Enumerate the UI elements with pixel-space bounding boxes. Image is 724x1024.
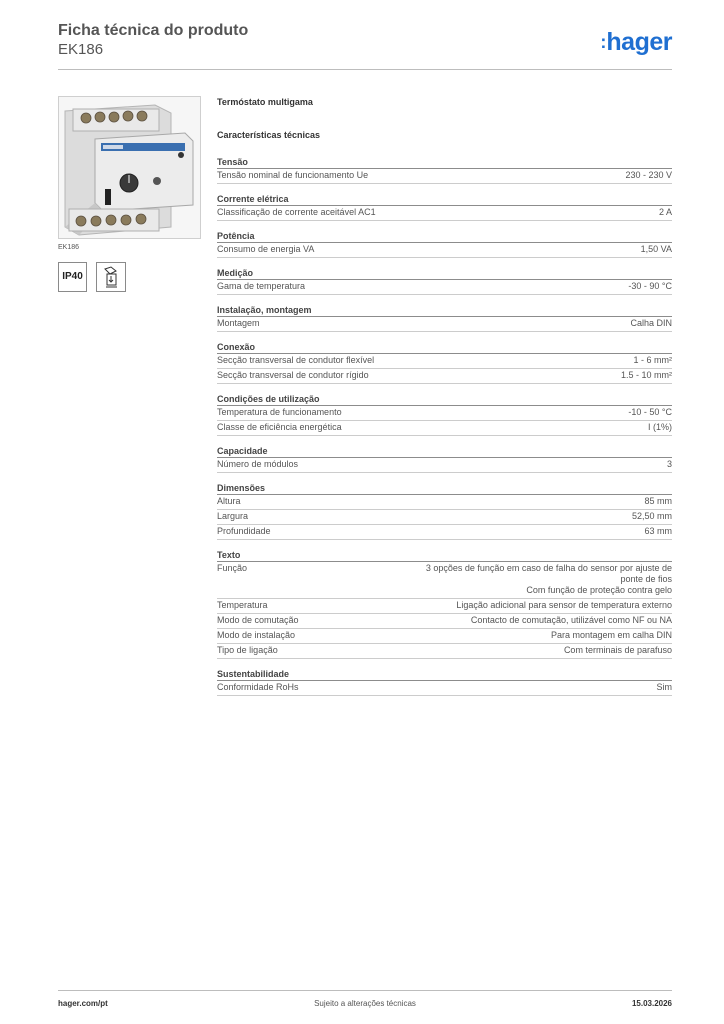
spec-group — [217, 156, 672, 184]
spec-group — [217, 549, 672, 659]
spec-group-title: Instalação, montagem — [217, 304, 672, 317]
spec-label: Modo de comutação — [217, 615, 299, 625]
spec-value: Contacto de comutação, utilizável como NF ou NA — [470, 615, 672, 625]
spec-label: Número de módulos — [217, 459, 299, 469]
spec-label: Classificação de corrente aceitável AC1 — [217, 207, 376, 217]
spec-value: 1.5 - 10 mm² — [620, 370, 672, 380]
spec-row — [217, 406, 672, 421]
spec-label: Gama de temperatura — [217, 281, 306, 291]
product-image — [58, 96, 201, 239]
spec-row — [217, 369, 672, 384]
spec-row — [217, 243, 672, 258]
footer-note: Sujeito a alterações técnicas — [314, 999, 416, 1008]
spec-label: Tipo de ligação — [217, 645, 278, 655]
spec-group — [217, 668, 672, 696]
spec-value: Ligação adicional para sensor de temperatura externo — [456, 600, 672, 610]
logo-text: hager — [606, 28, 672, 56]
spec-value: 52,50 mm — [631, 511, 672, 521]
spec-row — [217, 169, 672, 184]
spec-group-title: Tensão — [217, 156, 672, 169]
logo-dots-icon: : — [600, 32, 606, 52]
spec-heading: Características técnicas — [217, 130, 321, 140]
spec-group — [217, 304, 672, 332]
spec-row — [217, 525, 672, 540]
product-name: Termóstato multigama — [217, 97, 313, 107]
spec-row — [217, 681, 672, 696]
spec-label: Temperatura — [217, 600, 268, 610]
page-footer — [58, 990, 672, 1020]
spec-row — [217, 614, 672, 629]
technical-specifications — [217, 96, 672, 705]
spec-row — [217, 562, 672, 599]
spec-group — [217, 193, 672, 221]
spec-group-title: Sustentabilidade — [217, 668, 672, 681]
spec-value: Sim — [656, 682, 672, 692]
spec-label: Montagem — [217, 318, 260, 328]
spec-group — [217, 341, 672, 384]
spec-group-title: Conexão — [217, 341, 672, 354]
installation-symbol-icon — [96, 262, 126, 292]
spec-value: Para montagem em calha DIN — [550, 630, 672, 640]
footer-website-link[interactable]: hager.com/pt — [58, 999, 108, 1008]
spec-group-title: Capacidade — [217, 445, 672, 458]
spec-label: Secção transversal de condutor rígido — [217, 370, 369, 380]
spec-group — [217, 445, 672, 473]
spec-value: 230 - 230 V — [625, 170, 672, 180]
spec-value: 1 - 6 mm² — [633, 355, 672, 365]
spec-row — [217, 629, 672, 644]
spec-value: -30 - 90 °C — [628, 281, 672, 291]
spec-group-title: Potência — [217, 230, 672, 243]
spec-groups — [217, 156, 672, 696]
spec-label: Secção transversal de condutor flexível — [217, 355, 375, 365]
spec-label: Temperatura de funcionamento — [217, 407, 342, 417]
spec-row — [217, 644, 672, 659]
spec-value: Com terminais de parafuso — [563, 645, 672, 655]
spec-label: Largura — [217, 511, 249, 521]
spec-group-title: Medição — [217, 267, 672, 280]
spec-value: -10 - 50 °C — [628, 407, 672, 417]
spec-group-title: Condições de utilização — [217, 393, 672, 406]
spec-label: Classe de eficiência energética — [217, 422, 342, 432]
spec-row — [217, 510, 672, 525]
footer-date: 15.03.2026 — [631, 999, 672, 1008]
spec-row — [217, 280, 672, 295]
spec-row — [217, 495, 672, 510]
spec-row — [217, 599, 672, 614]
page-header — [58, 20, 672, 70]
spec-label: Consumo de energia VA — [217, 244, 315, 254]
spec-label: Altura — [217, 496, 241, 506]
spec-row — [217, 458, 672, 473]
spec-row — [217, 421, 672, 436]
spec-label: Profundidade — [217, 526, 271, 536]
spec-label: Conformidade RoHs — [217, 682, 299, 692]
spec-value: 2 A — [658, 207, 672, 217]
ip-rating-badge: IP40 — [58, 262, 87, 292]
document-title: Ficha técnica do produto — [58, 22, 249, 39]
spec-group — [217, 393, 672, 436]
spec-group-title: Corrente elétrica — [217, 193, 672, 206]
spec-value: I (1%) — [647, 422, 672, 432]
spec-value: 1,50 VA — [640, 244, 672, 254]
spec-value: 3 — [666, 459, 672, 469]
image-caption: EK186 — [58, 244, 80, 251]
spec-value: 63 mm — [644, 526, 672, 536]
spec-group — [217, 230, 672, 258]
product-reference: EK186 — [58, 41, 104, 58]
spec-value: 85 mm — [644, 496, 672, 506]
spec-group — [217, 267, 672, 295]
spec-group — [217, 482, 672, 540]
spec-label: Função — [217, 563, 248, 573]
spec-label: Tensão nominal de funcionamento Ue — [217, 170, 369, 180]
hager-logo — [600, 28, 672, 56]
thermostat-device-illustration — [59, 97, 201, 239]
spec-value: 3 opções de função em caso de falha do sensor por ajuste de ponte de fios Com função de proteção contra gelo — [425, 563, 672, 595]
spec-label: Modo de instalação — [217, 630, 296, 640]
spec-row — [217, 317, 672, 332]
spec-group-title: Texto — [217, 549, 672, 562]
spec-row — [217, 354, 672, 369]
spec-group-title: Dimensões — [217, 482, 672, 495]
spec-row — [217, 206, 672, 221]
spec-value: Calha DIN — [630, 318, 672, 328]
